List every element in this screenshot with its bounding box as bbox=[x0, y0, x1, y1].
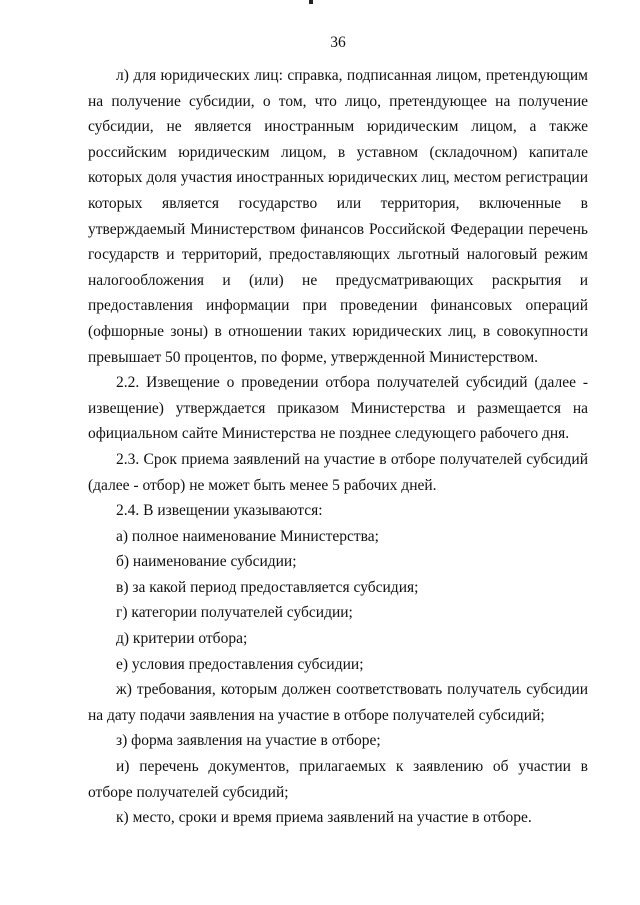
list-item-v: в) за какой период предоставляется субсидия; bbox=[116, 578, 419, 596]
list-item-d: д) критерии отбора; bbox=[116, 630, 248, 648]
page-number: 36 bbox=[330, 34, 346, 51]
list-item-k: к) место, сроки и время приема заявлений на участие в отборе. bbox=[116, 809, 532, 827]
list-item-zh: ж) требования, которым должен соответствовать получатель субсидии на дату подачи заявления на участие в отборе получателей субсидий; bbox=[88, 681, 588, 724]
scan-mark bbox=[309, 0, 313, 4]
list-item-z: з) форма заявления на участие в отборе; bbox=[116, 732, 381, 750]
list-item-a: а) полное наименование Министерства; bbox=[116, 527, 379, 545]
paragraph-2-2-notice: 2.2. Извещение о проведении отбора получателей субсидий (далее - извещение) утверждается приказом Министерства и размещается на официальном сайте Министерства не позднее следующего рабочего дня. bbox=[88, 374, 588, 443]
document-body bbox=[88, 63, 588, 831]
list-item-e: е) условия предоставления субсидии; bbox=[116, 655, 364, 673]
paragraph-2-4-notice-contents: 2.4. В извещении указываются: bbox=[116, 502, 323, 520]
list-item-g: г) категории получателей субсидии; bbox=[116, 604, 353, 622]
paragraph-2-3-deadline: 2.3. Срок приема заявлений на участие в отборе получателей субсидий (далее - отбор) не может быть менее 5 рабочих дней. bbox=[88, 450, 588, 494]
list-item-b: б) наименование субсидии; bbox=[116, 553, 297, 571]
list-item-i: и) перечень документов, прилагаемых к заявлению об участии в отборе получателей субсидий; bbox=[88, 758, 588, 801]
paragraph-l-legal-entities-certificate: л) для юридических лиц: справка, подписанная лицом, претендующим на получение субсидии, о том, что лицо, претендующее на получение субсидии, не является иностранным юридическим лицом, а также российским юридическим лицом, в уставном (складочном) капитале которых доля участия иностранных юридических лиц, местом регистрации которых является государство или территория, включенные в утверждаемый Министерством финансов Российской Федерации перечень государств и территорий, предоставляющих льготный налоговый режим налогообложения и (или) не предусматривающих раскрытия и предоставления информации при проведении финансовых операций (офшорные зоны) в отношении таких юридических лиц, в совокупности превышает 50 процентов, по форме, утвержденной Министерством. bbox=[88, 67, 588, 366]
